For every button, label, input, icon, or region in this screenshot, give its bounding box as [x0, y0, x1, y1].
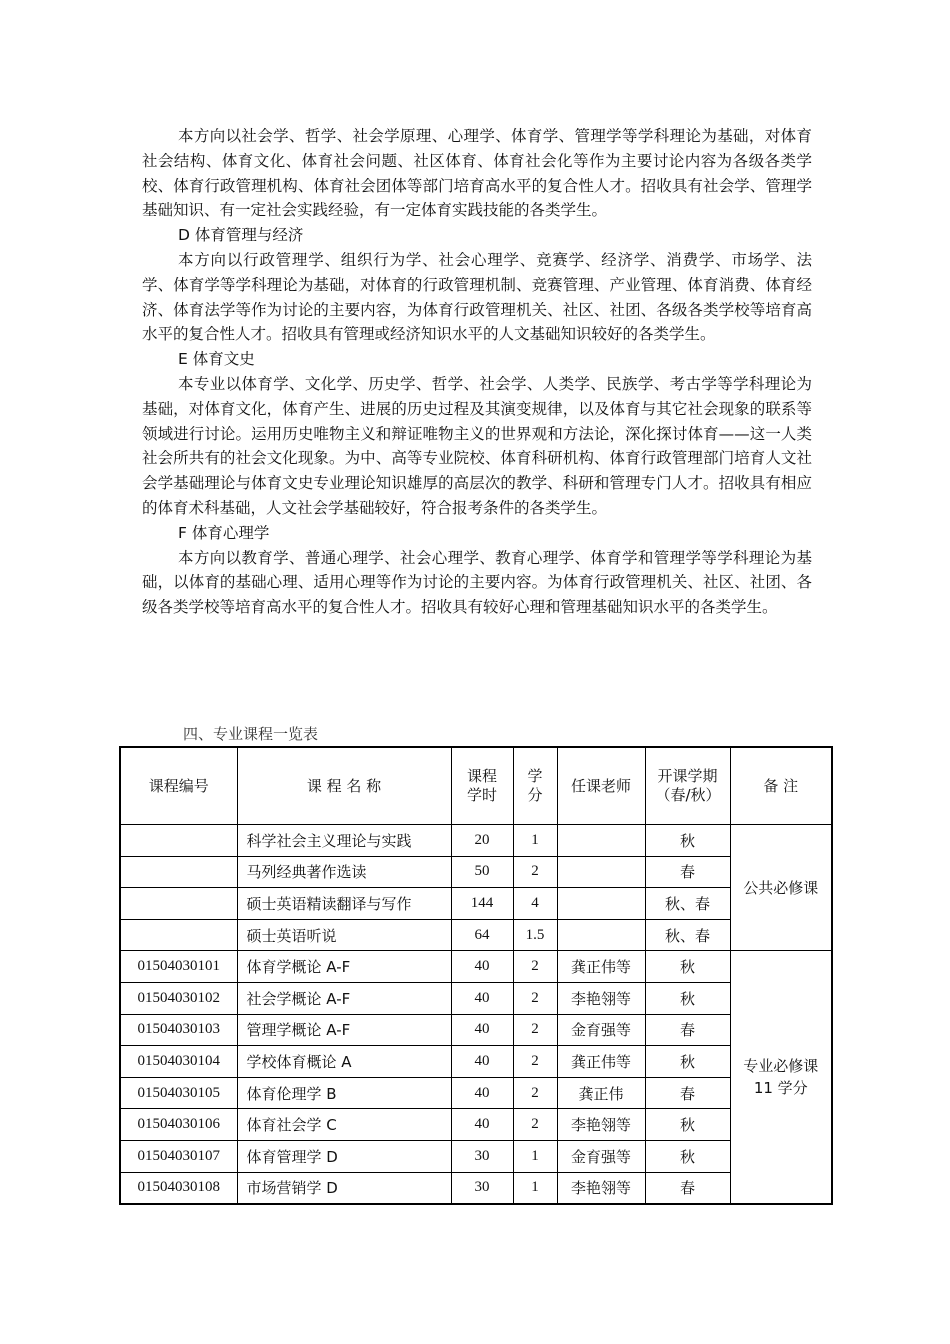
table-row [120, 1109, 832, 1141]
table-row [120, 888, 832, 920]
course-table [119, 746, 833, 1205]
course-term-cell: 秋、春 [645, 888, 730, 920]
heading-management-economics: D 体育管理与经济 [178, 226, 304, 245]
table-row [120, 1077, 832, 1109]
course-hours-cell: 50 [451, 856, 513, 888]
course-code-cell: 01504030101 [120, 951, 237, 983]
course-credits-cell: 2 [513, 982, 557, 1014]
course-teacher-cell: 龚正伟等 [557, 1046, 645, 1078]
table-row [120, 1014, 832, 1046]
course-teacher-cell [557, 825, 645, 857]
paragraph-management-economics: 本方向以行政管理学、组织行为学、社会心理学、竞赛学、经济学、消费学、市场学、法学、体育学等学科理论为基础，对体育的行政管理机制、竞赛管理、产业管理、体育消费、体育经济、体育法学等作为讨论的主要内容，为体育行政管理机关、社区、社团、各级各类学校等培育高水平的复合性人才。招收具有管理或经济知识水平的人文基础知识较好的各类学生。 [142, 250, 812, 344]
header-term: 开课学期（春/秋） [645, 747, 730, 825]
course-hours-cell: 40 [451, 982, 513, 1014]
table-row [120, 856, 832, 888]
course-teacher-cell: 金育强等 [557, 1140, 645, 1172]
note-major-required [730, 951, 832, 1204]
course-code-cell [120, 919, 237, 951]
course-term-cell: 秋、春 [645, 919, 730, 951]
course-credits-cell: 4 [513, 888, 557, 920]
table-row [120, 1140, 832, 1172]
course-credits-cell: 2 [513, 856, 557, 888]
course-hours-cell: 40 [451, 951, 513, 983]
table-row [120, 1046, 832, 1078]
paragraph-sociology: 本方向以社会学、哲学、社会学原理、心理学、体育学、管理学等学科理论为基础，对体育社会结构、体育文化、体育社会问题、社区体育、体育社会化等作为主要讨论内容为各级各类学校、体育行政管理机构、体育社会团体等部门培育高水平的复合性人才。招收具有社会学、管理学基础知识、有一定社会实践经验，有一定体育实践技能的各类学生。 [142, 127, 812, 220]
course-credits-cell: 2 [513, 951, 557, 983]
course-hours-cell: 40 [451, 1046, 513, 1078]
note-public-required: 公共必修课 [730, 825, 832, 951]
course-term-cell: 秋 [645, 1046, 730, 1078]
course-name-cell: 管理学概论 A-F [237, 1014, 451, 1046]
course-teacher-cell: 李艳翎等 [557, 982, 645, 1014]
course-hours-cell: 30 [451, 1172, 513, 1204]
course-credits-cell: 2 [513, 1109, 557, 1141]
header-course-code: 课程编号 [120, 747, 237, 825]
course-hours-cell: 40 [451, 1014, 513, 1046]
header-note: 备 注 [730, 747, 832, 825]
course-term-cell: 春 [645, 856, 730, 888]
course-name-cell: 硕士英语精读翻译与写作 [237, 888, 451, 920]
table-header-row [120, 747, 832, 825]
course-term-cell: 秋 [645, 982, 730, 1014]
course-name-cell: 体育学概论 A-F [237, 951, 451, 983]
header-hours: 课程学时 [451, 747, 513, 825]
course-name-cell: 学校体育概论 A [237, 1046, 451, 1078]
course-name-cell: 马列经典著作选读 [237, 856, 451, 888]
course-name-cell: 体育社会学 C [237, 1109, 451, 1141]
course-term-cell: 春 [645, 1077, 730, 1109]
course-credits-cell: 1 [513, 1172, 557, 1204]
course-term-cell: 秋 [645, 825, 730, 857]
course-term-cell: 秋 [645, 951, 730, 983]
heading-psychology: F 体育心理学 [178, 523, 270, 542]
course-code-cell: 01504030108 [120, 1172, 237, 1204]
note-major-line1: 专业必修课 [743, 1057, 819, 1076]
course-term-cell: 春 [645, 1014, 730, 1046]
course-teacher-cell: 龚正伟 [557, 1077, 645, 1109]
table-row [120, 919, 832, 951]
course-hours-cell: 30 [451, 1140, 513, 1172]
header-teacher: 任课老师 [557, 747, 645, 825]
course-credits-cell: 2 [513, 1014, 557, 1046]
course-hours-cell: 64 [451, 919, 513, 951]
course-credits-cell: 1 [513, 825, 557, 857]
course-credits-cell: 1.5 [513, 919, 557, 951]
table-row [120, 1172, 832, 1204]
paragraph-culture-history: 本专业以体育学、文化学、历史学、哲学、社会学、人类学、民族学、考古学等学科理论为基础，对体育文化，体育产生、进展的历史过程及其演变规律，以及体育与其它社会现象的联系等领域进行讨论。运用历史唯物主义和辩证唯物主义的世界观和方法论，深化探讨体育——这一人类社会所共有的社会文化现象。为中、高等专业院校、体育科研机构、体育行政管理部门培育人文社会学基础理论与体育文史专业理论知识雄厚的高层次的教学、科研和管理专门人才。招收具有相应的体育术科基础，人文社会学基础较好，符合报考条件的各类学生。 [142, 374, 812, 517]
heading-culture-history: E 体育文史 [178, 350, 255, 369]
course-code-cell: 01504030104 [120, 1046, 237, 1078]
course-credits-cell: 2 [513, 1077, 557, 1109]
course-name-cell: 硕士英语听说 [237, 919, 451, 951]
course-hours-cell: 40 [451, 1109, 513, 1141]
course-teacher-cell: 李艳翎等 [557, 1109, 645, 1141]
header-course-name: 课 程 名 称 [237, 747, 451, 825]
header-credits: 学分 [513, 747, 557, 825]
course-code-cell [120, 825, 237, 857]
course-teacher-cell [557, 919, 645, 951]
table-row [120, 951, 832, 983]
course-credits-cell: 2 [513, 1046, 557, 1078]
course-teacher-cell: 龚正伟等 [557, 951, 645, 983]
course-hours-cell: 40 [451, 1077, 513, 1109]
course-name-cell: 体育管理学 D [237, 1140, 451, 1172]
course-code-cell: 01504030105 [120, 1077, 237, 1109]
course-term-cell: 春 [645, 1172, 730, 1204]
course-name-cell: 社会学概论 A-F [237, 982, 451, 1014]
course-code-cell: 01504030107 [120, 1140, 237, 1172]
course-code-cell [120, 888, 237, 920]
table-title: 四、专业课程一览表 [183, 725, 319, 743]
document-body [142, 124, 812, 620]
course-credits-cell: 1 [513, 1140, 557, 1172]
course-code-cell [120, 856, 237, 888]
note-major-line2: 11 学分 [753, 1079, 808, 1098]
course-hours-cell: 20 [451, 825, 513, 857]
course-teacher-cell [557, 856, 645, 888]
course-code-cell: 01504030106 [120, 1109, 237, 1141]
table-row [120, 982, 832, 1014]
course-teacher-cell: 李艳翎等 [557, 1172, 645, 1204]
course-name-cell: 市场营销学 D [237, 1172, 451, 1204]
course-teacher-cell: 金育强等 [557, 1014, 645, 1046]
course-code-cell: 01504030102 [120, 982, 237, 1014]
course-name-cell: 科学社会主义理论与实践 [237, 825, 451, 857]
course-term-cell: 秋 [645, 1140, 730, 1172]
course-name-cell: 体育伦理学 B [237, 1077, 451, 1109]
course-teacher-cell [557, 888, 645, 920]
table-row [120, 825, 832, 857]
course-hours-cell: 144 [451, 888, 513, 920]
course-term-cell: 秋 [645, 1109, 730, 1141]
course-code-cell: 01504030103 [120, 1014, 237, 1046]
paragraph-psychology: 本方向以教育学、普通心理学、社会心理学、教育心理学、体育学和管理学等学科理论为基础，以体育的基础心理、适用心理等作为讨论的主要内容。为体育行政管理机关、社区、社团、各级各类学校等培育高水平的复合性人才。招收具有较好心理和管理基础知识水平的各类学生。 [142, 548, 812, 617]
